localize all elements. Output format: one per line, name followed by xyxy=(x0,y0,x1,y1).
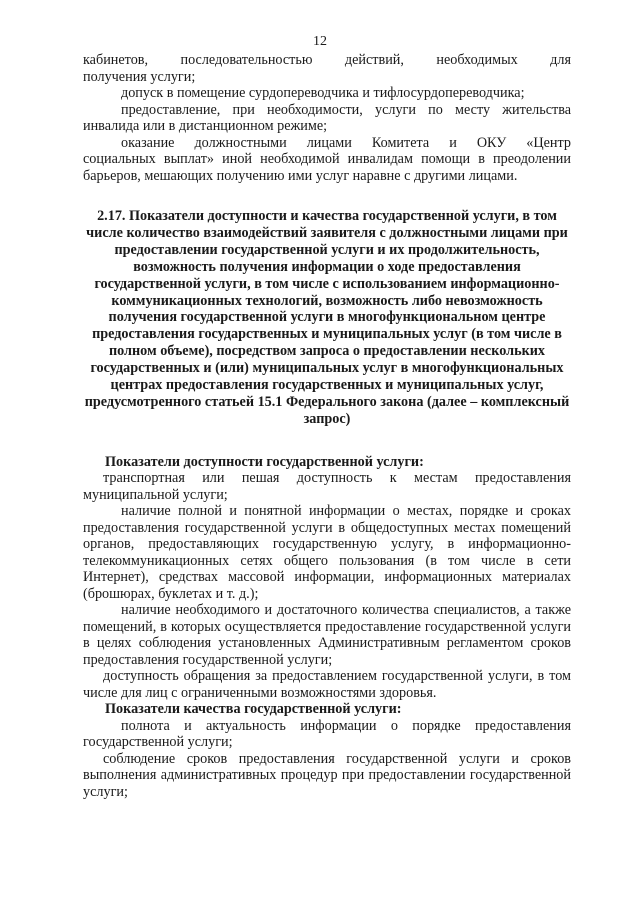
paragraph-line: получения услуги; xyxy=(83,68,196,85)
paragraph-line: социальных выплат» иной необходимой инвалидам помощи в преодолении xyxy=(83,151,571,167)
availability-item: наличие необходимого и достаточного количества специалистов, а также помещений, в которых осуществляется предоставление государственной услуги в целях соблюдения установленных Административным регламентом сроков предоставления государственной услуги; xyxy=(83,602,571,668)
availability-item: наличие полной и понятной информации о местах, порядке и сроках предоставления государственной услуги в общедоступных местах помещений органов, предоставляющих государственную услугу, в информационно-телекоммуникационных сетях общего пользования (в том числе в сети Интернет), средствах массовой информации, информационных материалах (брошюрах, буклетах и т. д.); xyxy=(83,503,571,602)
section-heading: 2.17. Показатели доступности и качества государственной услуги, в том числе количество взаимодействий заявителя с должностными лицами при предоставлении государственной услуги и их продолжительность, возможность получения информации о ходе предоставления государственной услуги, в том числе с использованием информационно-коммуникационных технологий, возможность либо невозможность получения государственной услуги в многофункциональном центре предоставления государственных и муниципальных услуг (в том числе в полном объеме), посредством запроса о предоставлении нескольких государственных и (или) муниципальных услуг в многофункциональных центрах предоставления государственных и муниципальных услуг, предусмотренного статьей 15.1 Федерального закона (далее – комплексный запрос) xyxy=(84,208,570,427)
paragraph-line: оказание должностными лицами Комитета и ОКУ «Центр xyxy=(121,134,571,151)
quality-title: Показатели качества государственной услуги: xyxy=(105,701,402,718)
page-number: 12 xyxy=(313,34,327,49)
paragraph-line: инвалида или в дистанционном режиме; xyxy=(83,118,328,134)
paragraph-line: предоставление, при необходимости, услуги по месту жительства xyxy=(121,101,571,118)
availability-item: транспортная или пешая доступность к местам предоставления муниципальной услуги; xyxy=(83,470,571,503)
quality-item: полнота и актуальность информации о порядке предоставления государственной услуги; xyxy=(83,717,571,751)
availability-item: доступность обращения за предоставлением государственной услуги, в том числе для лиц с ограниченными возможностями здоровья. xyxy=(83,668,571,701)
availability-title: Показатели доступности государственной услуги: xyxy=(105,453,424,470)
text-column xyxy=(83,52,571,800)
paragraph-line: барьеров, мешающих получению ими услуг наравне с другими лицами. xyxy=(83,167,518,184)
quality-item: соблюдение сроков предоставления государственной услуги и сроков выполнения административных процедур при предоставлении государственной услуги; xyxy=(83,750,571,800)
paragraph-line: кабинетов, последовательностью действий, необходимых для xyxy=(83,52,571,68)
paragraph-line: допуск в помещение сурдопереводчика и тифлосурдопереводчика; xyxy=(121,85,525,101)
